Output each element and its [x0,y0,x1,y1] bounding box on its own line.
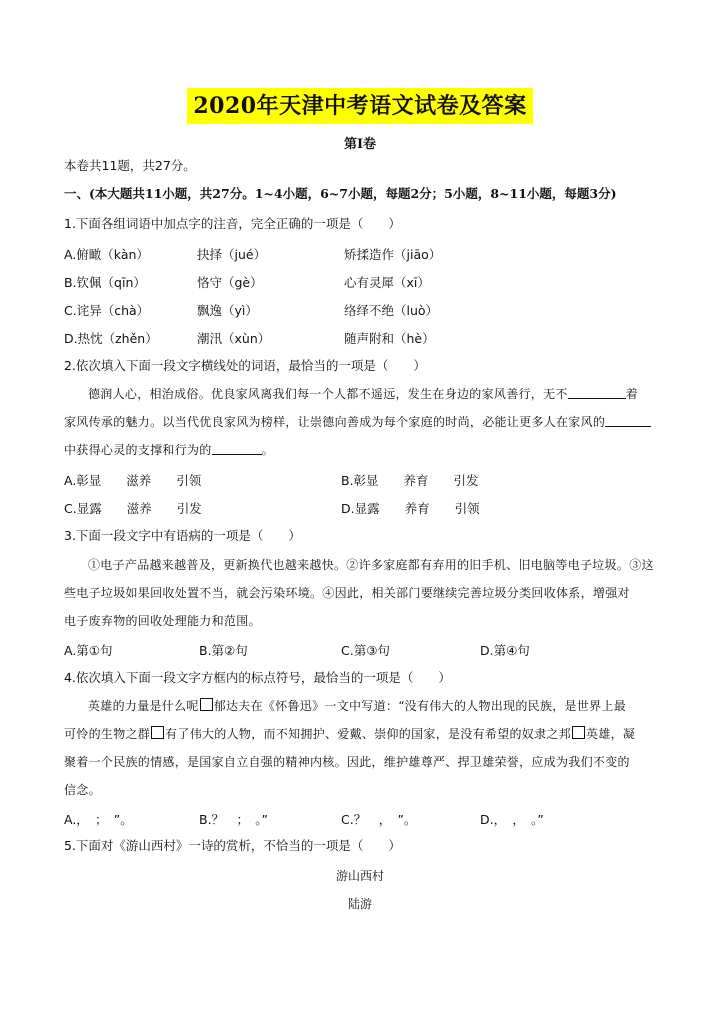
section-heading: 一、(本大题共11小题，共27分。1~4小题，6~7小题，每题2分；5小题，8~11小题，每题3分) [64,186,617,201]
q4-passage-line-2 [64,726,635,742]
q3-stem: 3.下面一段文字中有语病的一项是（ ） [64,528,301,543]
q1-option-b-2: 恪守（gè） [197,275,263,290]
q3-passage-line-3: 电子废弃物的回收处理能力和范围。 [64,614,261,628]
volume-heading: 第Ⅰ卷 [343,137,377,152]
q3-option-b: B.第②句 [199,643,248,658]
q4-stem: 4.依次填入下面一段文字方框内的标点符号，最恰当的一项是（ ） [64,670,451,685]
q4-passage-line-4: 信念。 [64,783,101,797]
q4-option-b: B.？ ； 。” [199,812,269,827]
q4-passage-line-1-text: 英雄的力量是什么呢 [88,699,199,713]
q3-option-row [64,641,664,659]
q2-passage-line-3-text: 中获得心灵的支撑和行为的 [64,443,212,457]
q1-option-row-c [64,301,664,319]
q2-option-d: D.显露 养育 引领 [341,501,480,516]
q4-passage-line-2-end: 英雄，凝 [586,727,636,741]
q2-blank-1 [568,386,626,399]
q2-blank-2 [605,414,651,427]
q1-option-a-2: 抉择（jué） [197,247,267,262]
q3-passage-line-2: 些电子垃圾如果回收处置不当，就会污染环境。④因此，相关部门要继续完善垃圾分类回收体系，增强对 [64,586,630,600]
q1-option-row-b [64,273,664,291]
q3-option-c: C.第③句 [341,643,390,658]
q1-option-d-3: 随声附和（hè） [344,331,435,346]
q4-punct-box-2 [151,726,164,739]
q2-passage-line-2 [64,414,651,430]
q2-passage-line-1-end: 着 [625,387,639,401]
q4-passage-line-1 [88,698,626,714]
document-title: 2020年天津中考语文试卷及答案 [187,88,532,124]
q4-passage-line-3: 聚着一个民族的情感，是国家自立自强的精神内核。因此，维护雄尊严、捍卫雄荣誉，应成为我们不变的 [64,755,630,769]
q4-passage-line-2-mid: 有了伟大的人物，而不知拥护、爱戴、崇仰的国家，是没有希望的奴隶之邦 [165,727,572,741]
q1-stem: 1.下面各组词语中加点字的注音，完全正确的一项是（ ） [64,216,401,231]
q4-option-d: D.， ， 。” [480,812,544,827]
q1-option-d-2: 潮汛（xùn） [197,331,271,346]
q4-option-a: A.， ； ”。 [64,812,133,827]
q4-punct-box-1 [200,698,213,711]
q4-option-row [64,810,664,828]
q5-stem: 5.下面对《游山西村》一诗的赏析，不恰当的一项是（ ） [64,838,401,853]
q2-passage-line-3 [64,442,274,458]
q2-option-b: B.彰显 养育 引发 [341,473,479,488]
q4-passage-line-1-rest: 郁达夫在《怀鲁迅》一文中写道：“没有伟大的人物出现的民族，是世界上最 [213,699,627,713]
q2-passage-line-1 [88,386,638,402]
poem-author: 陆游 [347,897,372,911]
q1-option-c-3: 络绎不绝（luò） [344,303,439,318]
q2-passage-line-3-end: 。 [261,443,274,457]
q3-passage-line-1: ①电子产品越来越普及，更新换代也越来越快。②许多家庭都有弃用的旧手机、旧电脑等电子垃圾。③这 [88,558,654,572]
q4-punct-box-3 [572,726,585,739]
q2-option-row-1 [64,471,664,489]
q1-option-c-2: 飘逸（yì） [197,303,258,318]
title-container [0,88,720,124]
q4-passage-line-2-text: 可怜的生物之群 [64,727,151,741]
q1-option-a-3: 矫揉造作（jiāo） [344,247,442,262]
q2-option-c: C.显露 滋养 引发 [64,501,202,516]
q1-option-b-3: 心有灵犀（xī） [344,275,430,290]
q1-option-b-1: B.钦佩（qīn） [64,275,146,290]
poem-title: 游山西村 [335,869,384,883]
q2-option-row-2 [64,499,664,517]
q2-passage-line-1-text: 德润人心，相治成俗。优良家风离我们每一个人都不遥远，发生在身边的家风善行，无不 [88,387,568,401]
q3-option-a: A.第①句 [64,643,113,658]
q4-option-c: C.？ ， ”。 [341,812,417,827]
q2-passage-line-2-text: 家风传承的魅力。以当代优良家风为榜样，让崇德向善成为每个家庭的时尚，必能让更多人在家风的 [64,415,606,429]
volume-intro: 本卷共11题，共27分。 [64,158,196,173]
q1-option-row-a [64,245,664,263]
q1-option-a-1: A.俯瞰（kàn） [64,247,149,262]
q2-blank-3 [212,442,262,455]
q1-option-c-1: C.诧异（chà） [64,303,150,318]
q1-option-row-d [64,329,664,347]
q2-stem: 2.依次填入下面一段文字横线处的词语，最恰当的一项是（ ） [64,358,426,373]
q3-option-d: D.第④句 [480,643,530,658]
q1-option-d-1: D.热忱（zhěn） [64,331,158,346]
q2-option-a: A.彰显 滋养 引领 [64,473,202,488]
